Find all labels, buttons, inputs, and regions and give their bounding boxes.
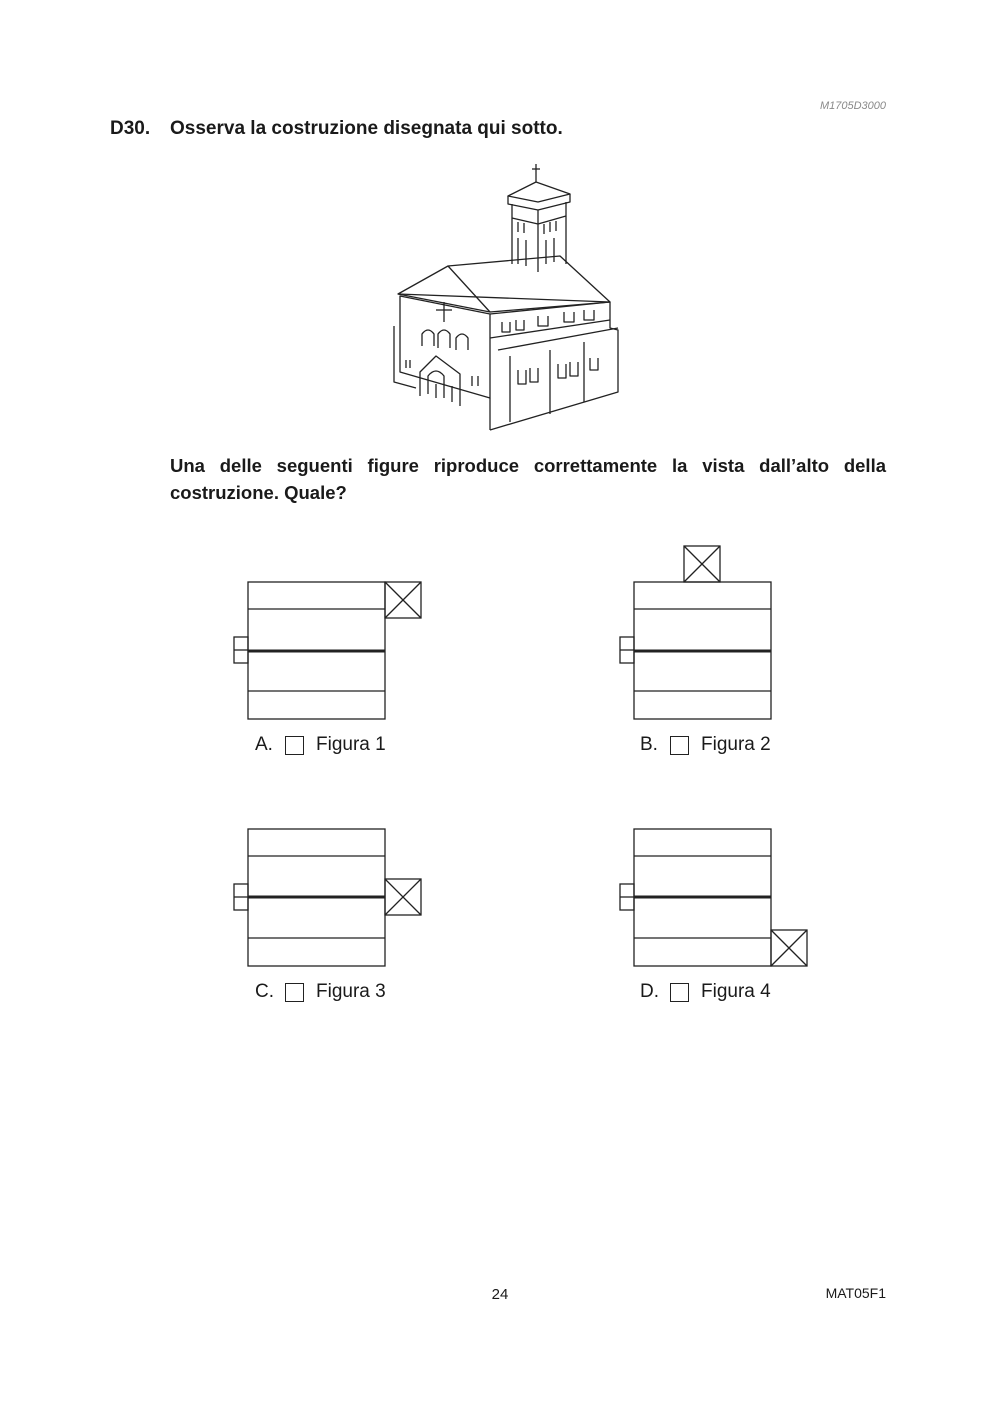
option-label: Figura 2: [701, 734, 771, 755]
option-label: Figura 4: [701, 981, 771, 1002]
question-number: D30.: [110, 118, 151, 139]
question-title: Osserva la costruzione disegnata qui sotto.: [170, 118, 563, 139]
option-letter: C.: [255, 981, 274, 1002]
option-label: Figura 3: [316, 981, 386, 1002]
option-label: Figura 1: [316, 734, 386, 755]
option-letter: A.: [255, 734, 273, 755]
page-number: 24: [491, 1286, 509, 1303]
church-illustration: [378, 160, 624, 438]
option-a: [255, 733, 386, 757]
option-b: [640, 733, 771, 757]
figure-3-diagram: [232, 827, 424, 969]
option-letter: D.: [640, 981, 659, 1002]
item-code: M1705D3000: [819, 100, 886, 112]
question-prompt: Una delle seguenti figure riproduce correttamente la vista dall’alto della costruzione. Quale?: [170, 455, 886, 503]
option-d-checkbox[interactable]: [670, 983, 689, 1002]
figure-2-diagram: [618, 545, 778, 722]
option-c-checkbox[interactable]: [285, 983, 304, 1002]
option-letter: B.: [640, 734, 658, 755]
booklet-code: MAT05F1: [825, 1285, 886, 1301]
option-d: [640, 980, 771, 1004]
figure-4-diagram: [618, 827, 810, 969]
figure-1-diagram: [232, 580, 424, 722]
option-c: [255, 980, 386, 1004]
option-a-checkbox[interactable]: [285, 736, 304, 755]
option-b-checkbox[interactable]: [670, 736, 689, 755]
